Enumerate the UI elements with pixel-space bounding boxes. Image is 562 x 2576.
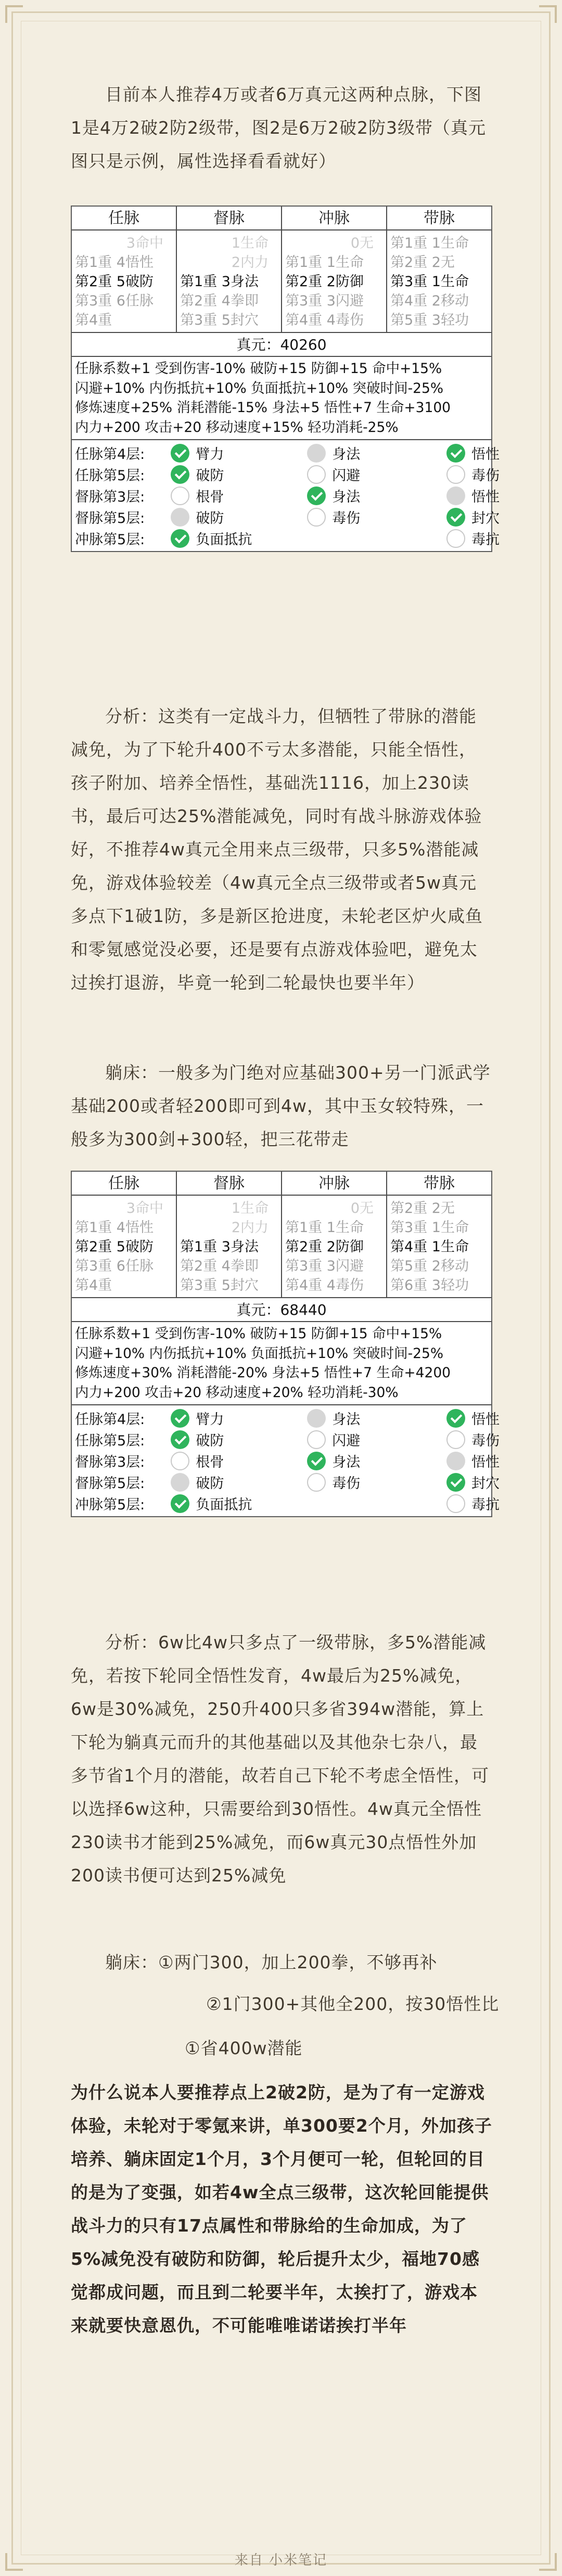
meridian-level: 第2重 2无 xyxy=(390,254,455,271)
radio-circle-icon[interactable] xyxy=(307,1409,326,1428)
meridian-level: 第3重 6任脉 xyxy=(75,293,154,309)
layer-option[interactable] xyxy=(307,1408,446,1428)
option-label: 闪避 xyxy=(332,1433,361,1449)
option-label: 破防 xyxy=(196,1433,224,1449)
meridian-level: 1生命 xyxy=(231,235,269,251)
meridian-level: 第4重 2移动 xyxy=(390,293,469,309)
attribute-line: 修炼速度+25% 消耗潜能-15% 身法+5 悟性+7 生命+3100 xyxy=(75,400,451,416)
radio-circle-icon[interactable] xyxy=(446,486,465,505)
layer-option[interactable] xyxy=(307,443,446,463)
checkmark-icon[interactable] xyxy=(171,1430,189,1449)
layer-option[interactable] xyxy=(307,1429,446,1450)
meridian-header[interactable]: 任脉 xyxy=(72,207,176,230)
option-label: 破防 xyxy=(196,510,224,527)
checkmark-icon[interactable] xyxy=(446,1473,465,1492)
layer-option[interactable] xyxy=(446,507,500,527)
option-label: 悟性 xyxy=(471,489,500,505)
option-label: 悟性 xyxy=(471,446,500,463)
attribute-summary xyxy=(72,1322,491,1405)
checkmark-icon[interactable] xyxy=(307,1452,326,1470)
layer-row xyxy=(75,506,500,528)
meridian-level: 第2重 2防御 xyxy=(285,274,364,290)
layer-option[interactable] xyxy=(171,1493,307,1514)
meridian-level: 第1重 4悟性 xyxy=(75,1220,154,1236)
zhenyuan-total: 真元：40260 xyxy=(72,333,491,357)
radio-circle-icon[interactable] xyxy=(446,465,465,484)
layer-option[interactable] xyxy=(446,464,500,484)
meridian-level: 第4重 4毒伤 xyxy=(285,312,364,328)
meridian-header[interactable]: 冲脉 xyxy=(282,1172,386,1196)
meridian-level: 第3重 5封穴 xyxy=(180,312,259,328)
meridian-level: 第2重 2无 xyxy=(390,1200,455,1216)
meridian-column xyxy=(282,1172,387,1297)
meridian-level: 第3重 1生命 xyxy=(390,1220,469,1236)
meridian-level: 第3重 5封穴 xyxy=(180,1277,259,1293)
layer-option[interactable] xyxy=(446,1408,500,1428)
meridian-level: 第1重 1生命 xyxy=(285,254,364,271)
layer-label: 冲脉第5层: xyxy=(75,1497,145,1513)
lying-paragraph-1: 躺床：一般多为门绝对应基础300+另一门派武学基础200或者轻200即可到4w，其中玉女较特殊，一般多为300剑+300轻，把三花带走 xyxy=(71,1062,491,1149)
layer-row xyxy=(75,485,500,506)
meridian-level: 第4重 xyxy=(75,1277,112,1293)
meridian-level: 第1重 4悟性 xyxy=(75,254,154,271)
option-label: 悟性 xyxy=(471,1412,500,1428)
radio-circle-icon[interactable] xyxy=(171,486,189,505)
layer-option[interactable] xyxy=(171,464,307,484)
option-label: 毒伤 xyxy=(332,1476,361,1492)
meridian-level: 1生命 xyxy=(231,1200,269,1216)
option-label: 根骨 xyxy=(196,1454,224,1470)
footer-source: 来自 小米笔记 xyxy=(234,2553,328,2568)
radio-circle-icon[interactable] xyxy=(307,1473,326,1492)
meridian-level: 第3重 6任脉 xyxy=(75,1258,154,1274)
meridian-level: 第4重 1生命 xyxy=(390,1239,469,1255)
layer-option[interactable] xyxy=(446,443,500,463)
meridian-header[interactable]: 带脉 xyxy=(387,207,491,230)
radio-circle-icon[interactable] xyxy=(307,444,326,463)
meridian-column xyxy=(72,1172,177,1297)
meridian-level: 第3重 3闪避 xyxy=(285,1258,364,1274)
meridian-columns xyxy=(72,1172,491,1298)
option-label: 身法 xyxy=(332,446,361,463)
meridian-level: 第2重 5破防 xyxy=(75,1239,154,1255)
radio-circle-icon[interactable] xyxy=(307,508,326,527)
lying-line-3: ①省400w潜能 xyxy=(185,2038,303,2058)
radio-circle-icon[interactable] xyxy=(446,1430,465,1449)
radio-circle-icon[interactable] xyxy=(446,1494,465,1513)
meridian-level: 第1重 3身法 xyxy=(180,274,259,290)
layer-option[interactable] xyxy=(171,1451,307,1471)
checkmark-icon[interactable] xyxy=(171,465,189,484)
attribute-line: 闪避+10% 内伤抵抗+10% 负面抵抗+10% 突破时间-25% xyxy=(75,380,444,396)
checkmark-icon[interactable] xyxy=(171,1494,189,1513)
meridian-screenshot-2 xyxy=(71,1171,500,1517)
checkmark-icon[interactable] xyxy=(307,486,326,505)
layer-row xyxy=(75,1429,500,1450)
layer-label: 任脉第5层: xyxy=(75,468,145,484)
meridian-column xyxy=(387,207,491,332)
intro-paragraph: 目前本人推荐4万或者6万真元这两种点脉，下图1是4万2破2防2级带，图2是6万2破2防3级带（真元图只是示例，属性选择看看就好） xyxy=(71,84,486,171)
meridian-level: 第1重 1生命 xyxy=(285,1220,364,1236)
layer-option[interactable] xyxy=(307,464,446,484)
attribute-line: 任脉系数+1 受到伤害-10% 破防+15 防御+15 命中+15% xyxy=(75,361,442,377)
layer-selection xyxy=(72,1405,500,1516)
radio-circle-icon[interactable] xyxy=(446,529,465,548)
layer-option[interactable] xyxy=(171,1408,307,1428)
layer-row xyxy=(75,528,500,549)
meridian-column xyxy=(177,207,282,332)
meridian-column xyxy=(177,1172,282,1297)
meridian-level: 第1重 3身法 xyxy=(180,1239,259,1255)
meridian-level: 第3重 1生命 xyxy=(390,274,469,290)
layer-label: 督脉第5层: xyxy=(75,510,145,527)
meridian-level: 第2重 2防御 xyxy=(285,1239,364,1255)
option-label: 毒抗 xyxy=(471,1497,500,1513)
checkmark-icon[interactable] xyxy=(446,444,465,463)
layer-label: 冲脉第5层: xyxy=(75,532,145,548)
meridian-header[interactable]: 带脉 xyxy=(387,1172,491,1196)
meridian-column xyxy=(72,207,177,332)
layer-label: 督脉第5层: xyxy=(75,1476,145,1492)
attribute-line: 任脉系数+1 受到伤害-10% 破防+15 防御+15 命中+15% xyxy=(75,1326,442,1342)
meridian-level: 第2重 5破防 xyxy=(75,274,154,290)
meridian-columns xyxy=(72,207,491,333)
layer-option[interactable] xyxy=(446,1493,500,1514)
meridian-level: 第2重 4拳即 xyxy=(180,1258,259,1274)
meridian-level: 3命中 xyxy=(126,1200,163,1216)
layer-option[interactable] xyxy=(171,507,307,527)
meridian-header[interactable]: 任脉 xyxy=(72,1172,176,1196)
corner-ornament xyxy=(5,5,23,23)
checkmark-icon[interactable] xyxy=(446,508,465,527)
radio-circle-icon[interactable] xyxy=(171,508,189,527)
layer-row xyxy=(75,1450,500,1471)
meridian-level: 第5重 3轻功 xyxy=(390,312,469,328)
layer-label: 督脉第3层: xyxy=(75,489,145,505)
option-label: 负面抵抗 xyxy=(196,532,252,548)
meridian-header[interactable]: 冲脉 xyxy=(282,207,386,230)
option-label: 毒抗 xyxy=(471,532,500,548)
layer-label: 任脉第4层: xyxy=(75,446,145,463)
layer-option[interactable] xyxy=(446,1451,500,1471)
checkmark-icon[interactable] xyxy=(171,529,189,548)
layer-label: 督脉第3层: xyxy=(75,1454,145,1470)
checkmark-icon[interactable] xyxy=(446,1409,465,1428)
meridian-level: 第5重 2移动 xyxy=(390,1258,469,1274)
option-label: 闪避 xyxy=(332,468,361,484)
radio-circle-icon[interactable] xyxy=(446,1452,465,1470)
layer-option[interactable] xyxy=(446,485,500,506)
meridian-level: 第6重 3轻功 xyxy=(390,1277,469,1293)
attribute-line: 内力+200 攻击+20 移动速度+15% 轻功消耗-25% xyxy=(75,419,399,435)
meridian-level: 第4重 4毒伤 xyxy=(285,1277,364,1293)
layer-label: 任脉第5层: xyxy=(75,1433,145,1449)
option-label: 臂力 xyxy=(196,446,224,463)
meridian-header[interactable]: 督脉 xyxy=(177,1172,281,1196)
attribute-summary xyxy=(72,357,491,440)
analysis-paragraph-1: 分析：这类有一定战斗力，但牺牲了带脉的潜能减免，为了下轮升400不亏太多潜能，只能全悟性，孩子附加、培养全悟性，基础洗1116，加上230读书，最后可达25%潜能减免，同时有战斗脉游戏体验好，不推荐4w真元全用来点三级带，只多5%潜能减免，游戏体验较差（4w真元全点三级带或者5w真元多点下1破1防，多是新区抢进度，未轮老区炉火咸鱼和零氪感觉没必要，还是要有点游戏体验吧，避免太过挨打退游，毕竟一轮到二轮最快也要半年） xyxy=(71,706,483,993)
meridian-level: 第1重 1生命 xyxy=(390,235,469,251)
meridian-level: 第4重 xyxy=(75,312,112,328)
radio-circle-icon[interactable] xyxy=(171,1452,189,1470)
layer-row xyxy=(75,442,500,464)
meridian-level: 2内力 xyxy=(231,1220,269,1236)
meridian-level: 第3重 3闪避 xyxy=(285,293,364,309)
layer-row xyxy=(75,1493,500,1514)
meridian-header[interactable]: 督脉 xyxy=(177,207,281,230)
meridian-level: 3命中 xyxy=(126,235,163,251)
option-label: 封穴 xyxy=(471,510,500,527)
layer-row xyxy=(75,1407,500,1429)
layer-row xyxy=(75,1471,500,1493)
zhenyuan-total: 真元：68440 xyxy=(72,1298,491,1322)
layer-option[interactable] xyxy=(307,485,446,506)
option-label: 毒伤 xyxy=(332,510,361,527)
layer-option[interactable] xyxy=(446,1429,500,1450)
layer-row xyxy=(75,464,500,485)
layer-option[interactable] xyxy=(171,1429,307,1450)
attribute-line: 闪避+10% 内伤抵抗+10% 负面抵抗+10% 突破时间-25% xyxy=(75,1345,444,1362)
option-label: 负面抵抗 xyxy=(196,1497,252,1513)
radio-circle-icon[interactable] xyxy=(307,1430,326,1449)
option-label: 身法 xyxy=(332,1412,361,1428)
layer-option[interactable] xyxy=(446,1472,500,1492)
option-label: 毒伤 xyxy=(471,468,500,484)
lying-line-2: ②1门300+其他全200，按30悟性比 xyxy=(206,1994,500,2014)
radio-circle-icon[interactable] xyxy=(171,1473,189,1492)
meridian-level: 0无 xyxy=(350,235,374,251)
lying-line-1: 躺床：①两门300，加上200拳，不够再补 xyxy=(105,1952,438,1972)
meridian-level: 第2重 4拳即 xyxy=(180,293,259,309)
meridian-level: 0无 xyxy=(350,1200,374,1216)
layer-option[interactable] xyxy=(171,485,307,506)
layer-option[interactable] xyxy=(446,528,500,548)
option-label: 臂力 xyxy=(196,1412,224,1428)
corner-ornament xyxy=(539,5,557,23)
layer-option[interactable] xyxy=(307,1472,446,1492)
meridian-column xyxy=(282,207,387,332)
checkmark-icon[interactable] xyxy=(171,1409,189,1428)
option-label: 破防 xyxy=(196,1476,224,1492)
checkmark-icon[interactable] xyxy=(171,444,189,463)
layer-selection xyxy=(72,440,500,551)
option-label: 封穴 xyxy=(471,1476,500,1492)
option-label: 悟性 xyxy=(471,1454,500,1470)
layer-option[interactable] xyxy=(307,507,446,527)
option-label: 身法 xyxy=(332,489,361,505)
radio-circle-icon[interactable] xyxy=(307,465,326,484)
layer-option[interactable] xyxy=(171,1472,307,1492)
conclusion-paragraph: 为什么说本人要推荐点上2破2防，是为了有一定游戏体验，未轮对于零氪来讲，单300要2个月，外加孩子培养、躺床固定1个月，3个月便可一轮，但轮回的目的是为了变强，如若4w全点三级带，这次轮回能提供战斗力的只有17点属性和带脉给的生命加成，为了5%减免没有破防和防御，轮后提升太少，福地70感觉都成问题，而且到二轮要半年，太挨打了，游戏本来就要快意恩仇，不可能唯唯诺诺挨打半年 xyxy=(71,2082,492,2336)
option-label: 破防 xyxy=(196,468,224,484)
attribute-line: 内力+200 攻击+20 移动速度+20% 轻功消耗-30% xyxy=(75,1384,399,1401)
meridian-screenshot-1 xyxy=(71,206,500,552)
meridian-column xyxy=(387,1172,491,1297)
option-label: 根骨 xyxy=(196,489,224,505)
layer-option[interactable] xyxy=(171,443,307,463)
attribute-line: 修炼速度+30% 消耗潜能-20% 身法+5 悟性+7 生命+4200 xyxy=(75,1365,451,1381)
option-label: 毒伤 xyxy=(471,1433,500,1449)
layer-label: 任脉第4层: xyxy=(75,1412,145,1428)
layer-option[interactable] xyxy=(171,528,307,548)
analysis-paragraph-2: 分析：6w比4w只多点了一级带脉，多5%潜能减免，若按下轮同全悟性发育，4w最后为25%减免，6w是30%减免，250升400只多省394w潜能，算上下轮为躺真元而升的其他基础以及其他杂七杂八，最多节省1个月的潜能，故若自己下轮不考虑全悟性，可以选择6w这种，只需要给到30悟性。4w真元全悟性230读书才能到25%减免，而6w真元30点悟性外加200读书便可达到25%减免 xyxy=(71,1632,489,1886)
meridian-level: 2内力 xyxy=(231,254,269,271)
option-label: 身法 xyxy=(332,1454,361,1470)
layer-option[interactable] xyxy=(307,1451,446,1471)
